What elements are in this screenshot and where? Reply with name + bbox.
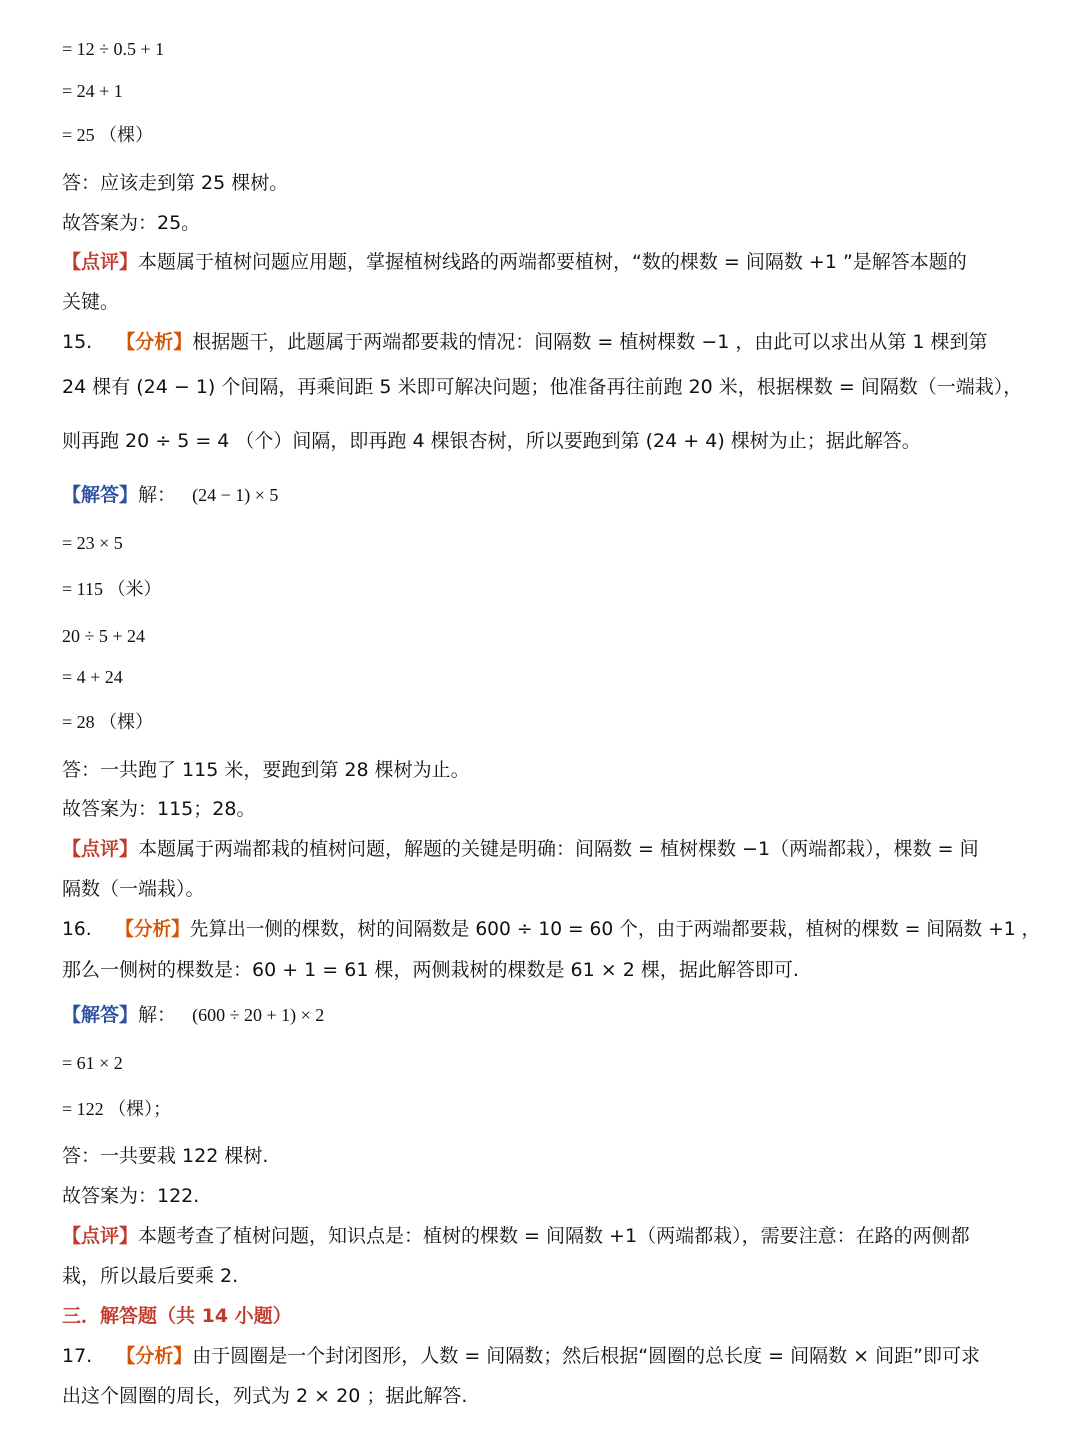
q15-solution-line [62,482,278,508]
q16-equation-3: = 122 （棵）； [62,1099,172,1119]
analysis-tag: 【分析】 [116,1345,193,1367]
q17-analysis-line-2: 出这个圆圈的周长，列式为 2 × 20 ；据此解答. [62,1385,468,1407]
solution-equation: (24 − 1) × 5 [192,485,279,505]
q14-equation-1: = 12 ÷ 0.5 + 1 [62,39,165,59]
q15-analysis-line-2: 24 棵有 (24 − 1) 个间隔，再乘间距 5 米即可解决问题；他准备再往前跑 20 米，根据棵数 = 间隔数（一端栽）， [62,376,1023,398]
q17-analysis-line-1 [62,1343,980,1369]
q15-analysis-line-3: 则再跑 20 ÷ 5 = 4 （个）间隔，即再跑 4 棵银杏树，所以要跑到第 (24 + 4) 棵树为止；据此解答。 [62,430,921,452]
question-number: 17. [62,1345,93,1367]
q14-comment-line-1 [62,249,967,275]
comment-text: 本题属于两端都栽的植树问题，解题的关键是明确：间隔数 = 植树棵数 −1（两端都栽），棵数 = 间 [138,838,979,860]
solution-tag: 【解答】 [62,484,139,506]
q14-answer: 答：应该走到第 25 棵树。 [62,172,289,194]
comment-text: 本题考查了植树问题，知识点是：植树的棵数 = 间隔数 +1（两端都栽），需要注意：在路的两侧都 [138,1225,970,1247]
q16-analysis-line-2: 那么一侧树的棵数是：60 + 1 = 61 棵，两侧栽树的棵数是 61 × 2 棵，据此解答即可. [62,959,799,981]
q16-answer: 答：一共要栽 122 棵树. [62,1145,269,1167]
q15-comment-line-2: 隔数（一端栽）。 [62,878,205,900]
q15-equation-6: = 28 （棵） [62,712,154,732]
q14-equation-3: = 25 （棵） [62,125,154,145]
q16-analysis-line-1 [62,916,1040,942]
q16-final-answer: 故答案为：122. [62,1185,200,1207]
q15-equation-5: = 4 + 24 [62,667,123,687]
solution-intro: 解： [138,1004,177,1026]
solution-tag: 【解答】 [62,1004,139,1026]
q15-answer: 答：一共跑了 115 米，要跑到第 28 棵树为止。 [62,759,470,781]
analysis-text: 先算出一侧的棵数，树的间隔数是 600 ÷ 10 = 60 个，由于两端都要栽，植树的棵数 = 间隔数 +1 ， [189,918,1041,940]
q14-final-answer: 故答案为：25。 [62,212,201,234]
q14-comment-line-2: 关键。 [62,291,120,313]
q15-equation-3: = 115 （米） [62,579,162,599]
q16-comment-line-1 [62,1223,970,1249]
q15-comment-line-1 [62,836,979,862]
q16-solution-line [62,1002,324,1028]
question-number: 16. [62,918,92,940]
q16-comment-line-2: 栽，所以最后要乘 2. [62,1265,239,1287]
section-heading: 三．解答题（共 14 小题） [62,1305,292,1327]
solution-equation: (600 ÷ 20 + 1) × 2 [192,1005,325,1025]
q15-equation-4: 20 ÷ 5 + 24 [62,626,146,646]
analysis-text: 根据题干，此题属于两端都要栽的情况：间隔数 = 植树棵数 −1 ，由此可以求出从第 1 棵到第 [192,331,988,353]
q15-final-answer: 故答案为：115；28。 [62,798,256,820]
q16-equation-2: = 61 × 2 [62,1053,123,1073]
solution-intro: 解： [138,484,177,506]
q14-equation-2: = 24 + 1 [62,81,123,101]
question-number: 15. [62,331,93,353]
q15-equation-2: = 23 × 5 [62,533,123,553]
comment-text: 本题属于植树问题应用题，掌握植树线路的两端都要植树，“数的棵数 = 间隔数 +1 ”是解答本题的 [138,251,967,273]
analysis-text: 由于圆圈是一个封闭图形，人数 = 间隔数；然后根据“圆圈的总长度 = 间隔数 × 间距”即可求 [192,1345,980,1367]
analysis-tag: 【分析】 [115,918,190,940]
comment-tag: 【点评】 [62,1225,139,1247]
comment-tag: 【点评】 [62,251,139,273]
analysis-tag: 【分析】 [116,331,193,353]
q15-analysis-line-1 [62,329,988,355]
comment-tag: 【点评】 [62,838,139,860]
